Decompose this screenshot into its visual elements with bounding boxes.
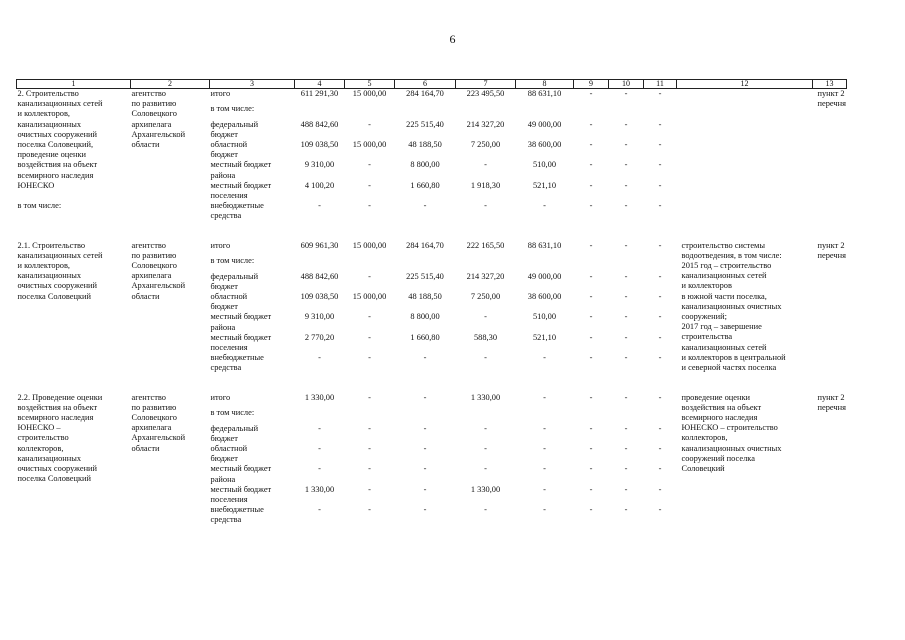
amount-cell: - (624, 180, 628, 190)
activity-cell (17, 89, 131, 222)
amount-cell: 2 770,20 (304, 332, 335, 342)
expected-result: проведение оценки воздействия на объект всемирного наследия ЮНЕСКО – строительство коллекторов, канализационных очистных сооружений поселка Соловецкий (681, 392, 782, 473)
amount-cell: - (658, 312, 662, 322)
amount-cell: - (624, 423, 628, 433)
amount-cell: - (484, 353, 487, 363)
amount-cell: 7 250,00 (470, 139, 501, 149)
amount-cell: - (368, 443, 371, 453)
amount-cell: - (543, 353, 546, 363)
amount-cell (395, 104, 456, 120)
amount-cell: - (624, 353, 628, 363)
amount-cell: - (624, 464, 628, 474)
amount-cell: 510,00 (532, 312, 557, 322)
amount-cell: - (543, 464, 546, 474)
amount-cell: 109 038,50 (300, 291, 339, 301)
amount-cell: - (423, 353, 427, 363)
amount-cell: - (423, 443, 427, 453)
amount-cell: - (658, 484, 662, 494)
amount-cell: - (589, 180, 593, 190)
amount-cell: - (658, 505, 662, 515)
amount-cell: - (318, 353, 321, 363)
activity-cell (17, 393, 131, 526)
amount-cell: - (624, 139, 628, 149)
amount-cell: 8 800,00 (410, 312, 440, 322)
funding-source: итого (210, 392, 231, 402)
amount-cell: - (624, 201, 628, 211)
block-spacer (17, 374, 847, 393)
amount-cell: 48 188,50 (408, 291, 442, 301)
column-number: 9 (574, 80, 609, 89)
amount-cell: - (589, 139, 593, 149)
basis-reference: пункт 2 перечня (817, 392, 846, 412)
activity-note: в том числе: (17, 201, 62, 211)
funding-source: местный бюджет района (210, 312, 272, 332)
amount-cell: 9 310,00 (304, 160, 335, 170)
amount-cell: - (368, 180, 371, 190)
amount-cell: 88 631,10 (527, 240, 562, 250)
column-number: 13 (813, 80, 847, 89)
amount-cell: 88 631,10 (527, 89, 562, 98)
amount-cell: - (658, 332, 662, 342)
column-number: 10 (609, 80, 644, 89)
funding-source: внебюджетные средства (210, 201, 264, 221)
amount-cell: - (423, 464, 427, 474)
amount-cell: 1 330,00 (304, 392, 335, 402)
amount-cell: - (589, 271, 593, 281)
amount-cell: 521,10 (532, 180, 557, 190)
amount-cell: - (543, 443, 546, 453)
amount-cell: - (589, 89, 593, 98)
amount-cell: - (624, 160, 628, 170)
amount-cell (395, 408, 456, 424)
amount-cell (609, 408, 644, 424)
column-number: 5 (345, 80, 395, 89)
amount-cell: 49 000,00 (527, 271, 562, 281)
amount-cell: 521,10 (532, 332, 557, 342)
amount-cell: - (624, 505, 628, 515)
amount-cell: - (368, 201, 371, 211)
amount-cell (574, 256, 609, 272)
amount-cell (295, 408, 345, 424)
amount-cell: 1 330,00 (470, 392, 501, 402)
table-row (17, 241, 847, 257)
funding-source: в том числе: (210, 408, 255, 418)
amount-cell: - (658, 464, 662, 474)
column-number: 8 (516, 80, 574, 89)
funding-source: федеральный бюджет (210, 423, 259, 443)
amount-cell: - (624, 119, 628, 129)
column-number: 4 (295, 80, 345, 89)
amount-cell: 1 330,00 (470, 484, 501, 494)
amount-cell: - (368, 271, 371, 281)
amount-cell: 4 100,20 (304, 180, 335, 190)
amount-cell: - (624, 271, 628, 281)
funding-source: федеральный бюджет (210, 271, 259, 291)
amount-cell: - (543, 201, 546, 211)
amount-cell: - (589, 484, 593, 494)
amount-cell (345, 256, 395, 272)
amount-cell: - (318, 201, 321, 211)
program-table (16, 79, 847, 526)
amount-cell: - (658, 180, 662, 190)
activity-title: 2. Строительство канализационных сетей и коллекторов, канализационных очистных сооружений поселка Соловецкий, проведение оценки воздействия на объект всемирного наследия ЮНЕСКО (17, 89, 103, 190)
funding-source: федеральный бюджет (210, 119, 259, 139)
amount-cell: - (624, 240, 628, 250)
table-row (17, 393, 847, 409)
amount-cell: - (589, 353, 593, 363)
funding-source: областной бюджет (210, 139, 248, 160)
funding-source: местный бюджет района (210, 464, 272, 484)
amount-cell: - (423, 392, 427, 402)
amount-cell: - (624, 312, 628, 322)
funding-source: областной бюджет (210, 443, 248, 464)
amount-cell: - (423, 505, 427, 515)
basis-reference: пункт 2 перечня (817, 240, 846, 260)
amount-cell: - (318, 423, 321, 433)
amount-cell: - (624, 392, 628, 402)
amount-cell: 488 842,60 (300, 271, 339, 281)
amount-cell: - (624, 332, 628, 342)
amount-cell: - (484, 423, 487, 433)
amount-cell: 1 918,30 (470, 180, 501, 190)
amount-cell: 1 660,80 (410, 332, 440, 342)
amount-cell: 214 327,20 (466, 119, 505, 129)
amount-cell: 488 842,60 (300, 119, 339, 129)
amount-cell: - (484, 312, 487, 322)
activity-cell (17, 241, 131, 374)
amount-cell: 15 000,00 (352, 89, 387, 98)
amount-cell: 284 164,70 (406, 240, 444, 250)
amount-cell (516, 256, 574, 272)
amount-cell: - (368, 160, 371, 170)
amount-cell: - (484, 160, 487, 170)
amount-cell: - (658, 353, 662, 363)
column-number: 2 (131, 80, 210, 89)
amount-cell: - (624, 443, 628, 453)
funding-source: местный бюджет поселения (210, 180, 272, 200)
activity-title: 2.1. Строительство канализационных сетей и коллекторов, канализационных очистных сооружений поселка Соловецкий (17, 240, 103, 301)
amount-cell (644, 104, 677, 120)
amount-cell: - (484, 443, 487, 453)
amount-cell: - (658, 139, 662, 149)
amount-cell: 222 165,50 (466, 240, 505, 250)
amount-cell: - (423, 201, 427, 211)
amount-cell: 15 000,00 (352, 291, 387, 301)
amount-cell: - (543, 505, 546, 515)
activity-title: 2.2. Проведение оценки воздействия на объект всемирного наследия ЮНЕСКО – строительство коллекторов, канализационных очистных сооружений поселка Соловецкий (17, 392, 103, 484)
funding-source: местный бюджет поселения (210, 484, 272, 504)
page-number: 6 (449, 32, 456, 46)
funding-source: областной бюджет (210, 291, 248, 312)
amount-cell: 284 164,70 (406, 89, 444, 98)
block-spacer (17, 222, 847, 241)
column-number-row (17, 80, 847, 89)
amount-cell: - (589, 464, 593, 474)
amount-cell: - (543, 392, 546, 402)
amount-cell: - (589, 423, 593, 433)
funding-source: внебюджетные средства (210, 505, 264, 525)
amount-cell: 588,30 (473, 332, 498, 342)
amount-cell (295, 104, 345, 120)
column-number: 6 (395, 80, 456, 89)
amount-cell: 9 310,00 (304, 312, 335, 322)
amount-cell: - (318, 464, 321, 474)
amount-cell (609, 256, 644, 272)
amount-cell: - (368, 119, 371, 129)
amount-cell: 15 000,00 (352, 240, 387, 250)
amount-cell: - (543, 484, 546, 494)
amount-cell: - (589, 443, 593, 453)
column-number: 7 (456, 80, 516, 89)
executor-cell: агентство по развитию Соловецкого архипелага Архангельской области (131, 89, 186, 150)
amount-cell: - (318, 505, 321, 515)
amount-cell (295, 256, 345, 272)
amount-cell (456, 104, 516, 120)
amount-cell: - (658, 291, 662, 301)
amount-cell: - (368, 505, 371, 515)
executor-cell: агентство по развитию Соловецкого архипелага Архангельской области (131, 392, 186, 453)
amount-cell: - (658, 392, 662, 402)
amount-cell: 510,00 (532, 160, 557, 170)
amount-cell: - (423, 484, 427, 494)
amount-cell: - (658, 423, 662, 433)
amount-cell: - (368, 484, 371, 494)
executor-cell: агентство по развитию Соловецкого архипелага Архангельской области (131, 240, 186, 301)
amount-cell: - (624, 89, 628, 98)
amount-cell: - (368, 392, 371, 402)
funding-source: в том числе: (210, 256, 255, 266)
funding-source: местный бюджет поселения (210, 332, 272, 352)
funding-source: итого (210, 89, 231, 98)
amount-cell (456, 408, 516, 424)
column-number: 1 (17, 80, 131, 89)
amount-cell: 38 600,00 (527, 291, 562, 301)
amount-cell: 7 250,00 (470, 291, 501, 301)
amount-cell (574, 104, 609, 120)
amount-cell: 38 600,00 (527, 139, 562, 149)
funding-source: в том числе: (210, 104, 255, 113)
amount-cell: 8 800,00 (410, 160, 440, 170)
amount-cell: - (589, 160, 593, 170)
amount-cell: - (543, 423, 546, 433)
amount-cell (574, 408, 609, 424)
amount-cell: - (658, 201, 662, 211)
amount-cell: 1 330,00 (304, 484, 335, 494)
amount-cell: - (624, 484, 628, 494)
amount-cell: - (589, 240, 593, 250)
amount-cell: 225 515,40 (406, 271, 444, 281)
amount-cell: - (589, 392, 593, 402)
amount-cell: - (318, 443, 321, 453)
amount-cell (395, 256, 456, 272)
basis-reference: пункт 2 перечня (817, 89, 846, 109)
table-body (17, 89, 847, 526)
amount-cell: - (658, 119, 662, 129)
amount-cell: - (423, 423, 427, 433)
amount-cell (516, 104, 574, 120)
amount-cell (609, 104, 644, 120)
column-number: 3 (210, 80, 295, 89)
funding-source: местный бюджет района (210, 160, 272, 180)
amount-cell: - (658, 271, 662, 281)
amount-cell: 609 961,30 (300, 240, 339, 250)
table-row (17, 89, 847, 105)
amount-cell: - (368, 353, 371, 363)
amount-cell: 1 660,80 (410, 180, 440, 190)
amount-cell: 611 291,30 (300, 89, 339, 98)
amount-cell: - (658, 240, 662, 250)
amount-cell (345, 104, 395, 120)
amount-cell (644, 256, 677, 272)
funding-source: итого (210, 240, 231, 250)
amount-cell: - (658, 443, 662, 453)
amount-cell: 214 327,20 (466, 271, 505, 281)
amount-cell (456, 256, 516, 272)
amount-cell: - (484, 464, 487, 474)
amount-cell: - (368, 332, 371, 342)
amount-cell (345, 408, 395, 424)
amount-cell: - (589, 332, 593, 342)
amount-cell: - (368, 464, 371, 474)
amount-cell: 109 038,50 (300, 139, 339, 149)
amount-cell: 49 000,00 (527, 119, 562, 129)
amount-cell: - (368, 423, 371, 433)
expected-result: строительство системы водоотведения, в том числе: 2015 год – строительство канализационных сетей и коллекторов в южной части поселка, канализационных очистных сооружений; 2017 год – завершение строительства канализационных сетей и коллекторов в центральной и северной частях поселка (681, 240, 786, 372)
amount-cell: - (484, 505, 487, 515)
amount-cell: - (368, 312, 371, 322)
amount-cell: 225 515,40 (406, 119, 444, 129)
amount-cell: - (624, 291, 628, 301)
amount-cell: - (484, 201, 487, 211)
funding-source: внебюджетные средства (210, 353, 264, 373)
amount-cell: - (589, 119, 593, 129)
amount-cell: - (589, 201, 593, 211)
column-number: 12 (677, 80, 813, 89)
amount-cell (644, 408, 677, 424)
amount-cell (516, 408, 574, 424)
amount-cell: - (589, 505, 593, 515)
amount-cell: 15 000,00 (352, 139, 387, 149)
column-number: 11 (644, 80, 677, 89)
amount-cell: - (658, 160, 662, 170)
expected-result (677, 89, 813, 222)
amount-cell: - (589, 312, 593, 322)
amount-cell: 223 495,50 (466, 89, 505, 98)
amount-cell: - (658, 89, 662, 98)
amount-cell: 48 188,50 (408, 139, 442, 149)
amount-cell: - (589, 291, 593, 301)
